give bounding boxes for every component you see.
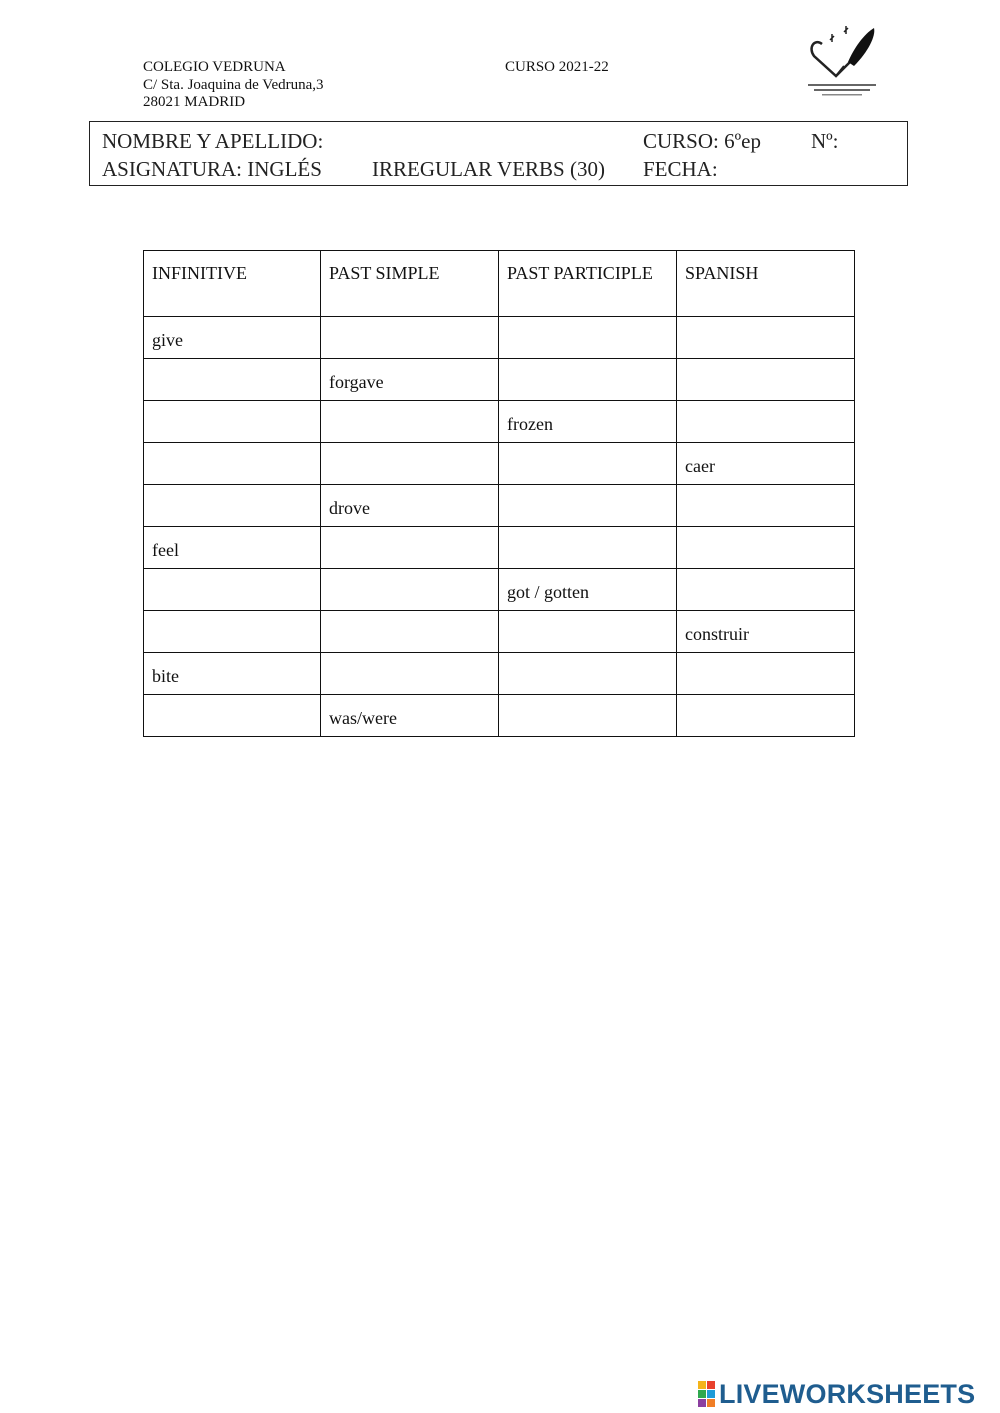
column-header-past-participle: PAST PARTICIPLE bbox=[499, 251, 677, 317]
worksheet-title: IRREGULAR VERBS (30) bbox=[372, 157, 605, 181]
answer-blank-cell[interactable] bbox=[499, 611, 677, 653]
school-address: C/ Sta. Joaquina de Vedruna,3 bbox=[143, 76, 324, 93]
table-row bbox=[144, 653, 855, 695]
school-city: 28021 MADRID bbox=[143, 94, 246, 110]
table-row bbox=[144, 443, 855, 485]
table-row bbox=[144, 485, 855, 527]
numero-label: Nº: bbox=[811, 129, 839, 153]
answer-blank-cell[interactable] bbox=[677, 317, 855, 359]
answer-blank-cell[interactable] bbox=[321, 401, 499, 443]
verb-cell: was/were bbox=[321, 695, 499, 737]
answer-blank-cell[interactable] bbox=[677, 485, 855, 527]
table-row bbox=[144, 317, 855, 359]
answer-blank-cell[interactable] bbox=[144, 611, 321, 653]
table-row bbox=[144, 611, 855, 653]
verb-cell: caer bbox=[677, 443, 855, 485]
answer-blank-cell[interactable] bbox=[677, 695, 855, 737]
answer-blank-cell[interactable] bbox=[321, 527, 499, 569]
verb-cell: feel bbox=[144, 527, 321, 569]
verb-cell: drove bbox=[321, 485, 499, 527]
nombre-label: NOMBRE Y APELLIDO: bbox=[102, 129, 324, 153]
answer-blank-cell[interactable] bbox=[677, 359, 855, 401]
answer-blank-cell[interactable] bbox=[321, 317, 499, 359]
watermark-text: LIVEWORKSHEETS bbox=[719, 1378, 976, 1409]
answer-blank-cell[interactable] bbox=[321, 611, 499, 653]
answer-blank-cell[interactable] bbox=[499, 359, 677, 401]
column-header-infinitive: INFINITIVE bbox=[144, 251, 321, 317]
answer-blank-cell[interactable] bbox=[144, 401, 321, 443]
school-name: COLEGIO VEDRUNA bbox=[143, 59, 286, 75]
liveworksheets-logo-icon bbox=[698, 1381, 715, 1407]
answer-blank-cell[interactable] bbox=[321, 569, 499, 611]
student-header-box bbox=[89, 121, 908, 186]
column-header-past-simple: PAST SIMPLE bbox=[321, 251, 499, 317]
table-row bbox=[144, 569, 855, 611]
verb-cell: got / gotten bbox=[499, 569, 677, 611]
course-year: CURSO 2021-22 bbox=[505, 59, 609, 75]
verb-cell: give bbox=[144, 317, 321, 359]
answer-blank-cell[interactable] bbox=[499, 653, 677, 695]
table-header-row bbox=[144, 251, 855, 317]
verb-cell: construir bbox=[677, 611, 855, 653]
answer-blank-cell[interactable] bbox=[499, 317, 677, 359]
verb-cell: forgave bbox=[321, 359, 499, 401]
answer-blank-cell[interactable] bbox=[144, 485, 321, 527]
answer-blank-cell[interactable] bbox=[677, 527, 855, 569]
answer-blank-cell[interactable] bbox=[499, 485, 677, 527]
table-row bbox=[144, 527, 855, 569]
asignatura-label: ASIGNATURA: INGLÉS bbox=[102, 157, 322, 181]
answer-blank-cell[interactable] bbox=[144, 695, 321, 737]
liveworksheets-watermark bbox=[698, 1378, 975, 1410]
answer-blank-cell[interactable] bbox=[677, 401, 855, 443]
answer-blank-cell[interactable] bbox=[144, 569, 321, 611]
irregular-verbs-table bbox=[143, 250, 855, 737]
answer-blank-cell[interactable] bbox=[144, 443, 321, 485]
fecha-label: FECHA: bbox=[643, 157, 718, 181]
answer-blank-cell[interactable] bbox=[677, 569, 855, 611]
answer-blank-cell[interactable] bbox=[499, 527, 677, 569]
answer-blank-cell[interactable] bbox=[144, 359, 321, 401]
verb-cell: frozen bbox=[499, 401, 677, 443]
answer-blank-cell[interactable] bbox=[321, 653, 499, 695]
column-header-spanish: SPANISH bbox=[677, 251, 855, 317]
answer-blank-cell[interactable] bbox=[321, 443, 499, 485]
answer-blank-cell[interactable] bbox=[499, 695, 677, 737]
school-info bbox=[143, 59, 324, 112]
answer-blank-cell[interactable] bbox=[499, 443, 677, 485]
table-row bbox=[144, 695, 855, 737]
verb-cell: bite bbox=[144, 653, 321, 695]
answer-blank-cell[interactable] bbox=[677, 653, 855, 695]
table-row bbox=[144, 401, 855, 443]
school-crest-logo bbox=[804, 22, 880, 100]
curso-label: CURSO: 6ºep bbox=[643, 129, 761, 153]
table-row bbox=[144, 359, 855, 401]
